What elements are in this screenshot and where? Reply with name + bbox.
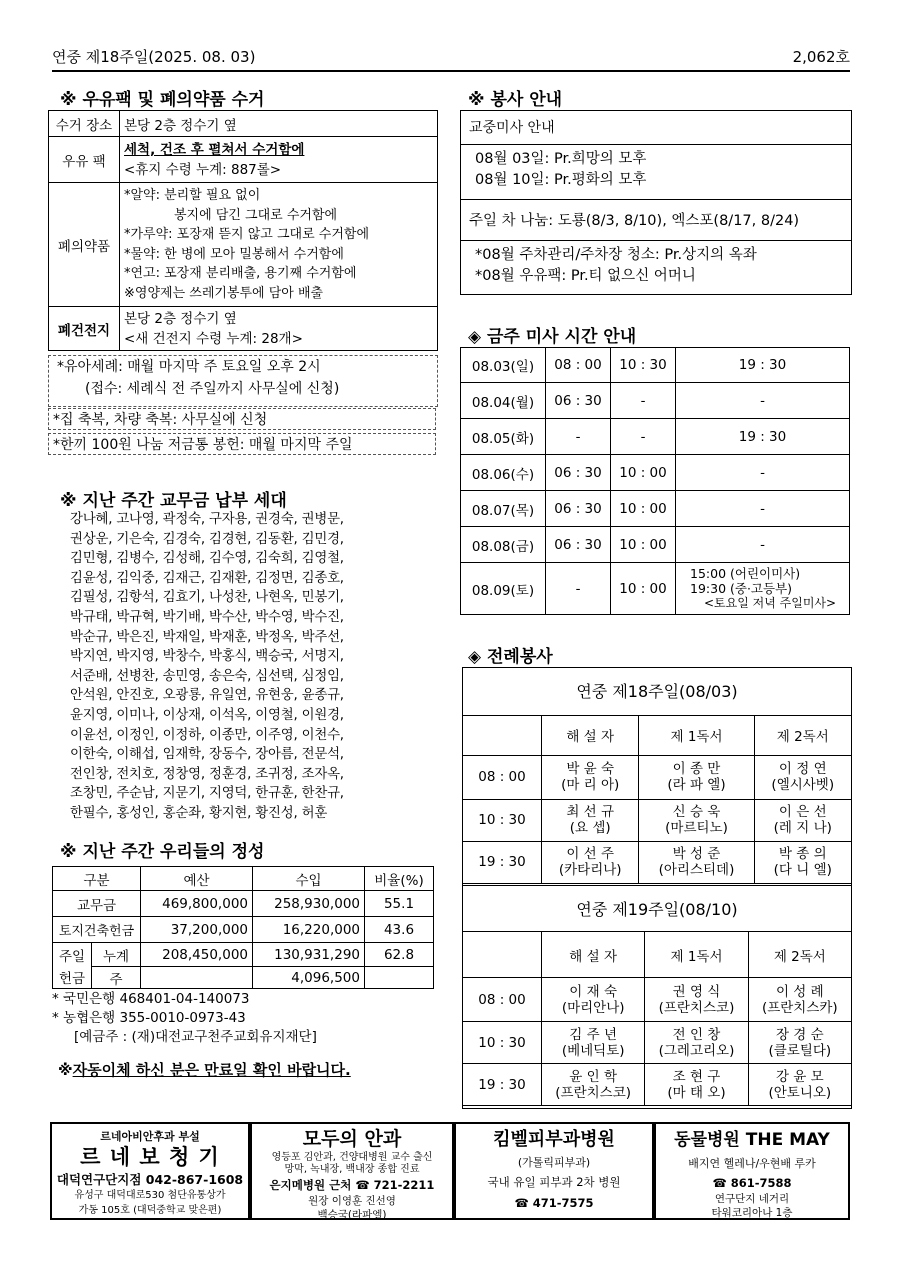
bank-info: [52, 990, 432, 1047]
schedule-time: 10 : 00: [611, 563, 676, 615]
recycle-label: 폐의약품: [49, 183, 120, 307]
offering-label: 토지건축헌금: [53, 917, 141, 943]
issue-number: 2,062호: [792, 48, 850, 66]
medicine-line: *연고: 포장재 분리배출, 용기째 수거함에: [124, 266, 357, 281]
liturgy-header: 제 1독서: [645, 932, 748, 978]
dues-line: 이윤선, 이정인, 이정하, 이종만, 이주영, 이천수,: [70, 727, 344, 743]
schedule-date: 08.07(목): [461, 491, 546, 527]
offering-budget: 469,800,000: [141, 891, 253, 917]
ad-line: ☎ 471-7575: [514, 1196, 594, 1210]
cum-income: 130,931,290: [253, 943, 365, 967]
ad-line: 백승국(라파엘): [317, 1209, 387, 1221]
offering-table: [52, 866, 434, 989]
dues-list: [70, 510, 440, 824]
bank-line: * 농협은행 355-0010-0973-43: [52, 1010, 246, 1026]
week-label: 주: [92, 967, 141, 989]
sunday-label: 주일: [53, 943, 92, 967]
recycle-label: 폐건전지: [49, 307, 120, 351]
dues-line: 윤지영, 이미나, 이상재, 이석옥, 이영철, 이원경,: [70, 707, 344, 723]
schedule-time: 10 : 00: [611, 491, 676, 527]
dues-line: 강나혜, 고나영, 곽정숙, 구자용, 권경숙, 권병문,: [70, 512, 344, 527]
autopay-text: 자동이체 하신 분은 만료일 확인 바랍니다.: [72, 1061, 351, 1079]
liturgy-saint: (라 파 엘): [667, 777, 726, 793]
account-holder: [예금주 : (재)대전교구천주교회유지재단]: [74, 1029, 317, 1045]
offering-income: 16,220,000: [253, 917, 365, 943]
offering-budget: 37,200,000: [141, 917, 253, 943]
schedule-time: 06 : 30: [546, 491, 611, 527]
liturgy-saint: (프란치스코): [555, 1084, 632, 1101]
sunday-label: 헌금: [53, 967, 92, 989]
schedule-date: 08.06(수): [461, 455, 546, 491]
ad-line: 연구단지 네거리: [714, 1193, 790, 1205]
blessing-notice: *집 축복, 차량 축복: 사무실에 신청: [48, 408, 436, 430]
schedule-time: 19 : 30: [676, 419, 850, 455]
liturgy-saint: (마 태 오): [667, 1084, 726, 1101]
ad-line: 배지연 헬레나/우현배 루카: [688, 1157, 816, 1170]
liturgy-name: 조 현 구: [672, 1068, 721, 1085]
liturgy-name: 이 재 숙: [569, 983, 618, 1000]
schedule-time: 10 : 30: [611, 348, 676, 383]
liturgy-name: 박 종 의: [778, 846, 827, 862]
liturgy-saint: (마르티노): [665, 820, 728, 836]
schedule-title: ◈ 금주 미사 시간 안내: [468, 327, 637, 347]
liturgy-name: 이 은 선: [778, 804, 827, 820]
liturgy-name: 박 윤 숙: [566, 761, 615, 777]
duty-list: [475, 245, 757, 287]
liturgy-name: 전 인 창: [672, 1026, 721, 1043]
schedule-date: 08.08(금): [461, 527, 546, 563]
liturgy-header: 제 2독서: [748, 932, 851, 978]
ad-animal-hospital: [654, 1122, 850, 1220]
ad-line: 국내 유일 피부과 2차 병원: [487, 1175, 621, 1189]
liturgy-name: 이 정 연: [778, 761, 827, 777]
autopay-mark: ※: [58, 1061, 73, 1079]
milk-count: <휴지 수령 누계: 887롤>: [124, 161, 282, 178]
liturgy-saint: (프란치스코): [658, 999, 735, 1016]
ad-line: 모두의 안과: [302, 1128, 402, 1150]
battery-count: <새 건전지 수령 누계: 28개>: [124, 330, 303, 347]
liturgy-saint: (아리스티데): [658, 862, 735, 878]
liturgy-saint: (프란치스카): [761, 999, 838, 1016]
liturgy-saint: (엘시사벳): [771, 777, 835, 793]
liturgy-saint: (레 지 나): [773, 820, 832, 836]
service-box: [460, 110, 852, 295]
baptism-line: *유아세례: 매월 마지막 주 토요일 오후 2시: [57, 359, 321, 375]
liturgy-name: 신 승 욱: [672, 804, 721, 820]
dues-line: 김윤성, 김익중, 김재근, 김재환, 김정면, 김종호,: [70, 570, 344, 586]
liturgy-saint: (베네딕토): [561, 1042, 625, 1059]
saturday-line: 19:30 (중·고등부): [690, 581, 793, 596]
recycle-table: [48, 110, 438, 351]
liturgy-header: 제 1독서: [639, 715, 754, 755]
liturgy-saint: (클로틸다): [768, 1042, 832, 1059]
ad-line: 가동 105호 (대덕중학교 맞은편): [78, 1205, 222, 1216]
ad-line: 은지메병원 근처 ☎ 721-2211: [269, 1178, 435, 1192]
dues-line: 서준배, 선병찬, 송민영, 송은숙, 심선택, 심정임,: [70, 668, 344, 684]
offering-income: 258,930,000: [253, 891, 365, 917]
schedule-time: -: [611, 419, 676, 455]
ad-line: 원장 이영훈 진선영: [308, 1195, 396, 1207]
mass-line: 08월 03일: Pr.희망의 모후: [475, 151, 647, 167]
recycle-title: ※ 우유팩 및 폐의약품 수거: [60, 90, 265, 110]
liturgy-header: 해 설 자: [542, 932, 645, 978]
liturgy-table: [462, 931, 852, 1106]
ad-line: ☎ 861-7588: [712, 1176, 792, 1190]
ad-line: (가톨릭피부과): [517, 1156, 591, 1169]
offering-ratio: 43.6: [365, 917, 434, 943]
liturgy-time: 08 : 00: [463, 755, 542, 799]
liturgy-name: 이 선 주: [566, 846, 615, 862]
medicine-line: *알약: 분리할 필요 없이: [124, 188, 261, 203]
liturgy-week-title: 연중 제19주일(08/10): [463, 885, 851, 932]
ad-hearing-aid: [50, 1122, 250, 1220]
ad-eye-clinic: [250, 1122, 454, 1220]
medicine-line: 봉지에 담긴 그대로 수거함에: [174, 207, 338, 223]
liturgy-name: 박 성 준: [672, 846, 721, 862]
schedule-time: -: [676, 455, 850, 491]
liturgy-name: 이 성 례: [775, 983, 824, 1000]
ad-line: 르 네 보 청 기: [80, 1145, 220, 1169]
dues-line: 이한숙, 이해섭, 임재학, 장동수, 장아름, 전문석,: [70, 747, 344, 763]
ad-line: 타워코리아나 1층: [711, 1207, 793, 1219]
liturgy-name: 윤 인 학: [569, 1068, 618, 1085]
medicine-line: *가루약: 포장재 뜯지 않고 그대로 수거함에: [124, 227, 370, 242]
milk-line: 세척, 건조 후 펼쳐서 수거함에: [124, 141, 305, 158]
liturgy-saint: (마리안나): [561, 999, 625, 1016]
liturgy-name: 강 윤 모: [775, 1068, 824, 1085]
dues-line: 박지연, 박지영, 박창수, 박홍식, 백승국, 서명지,: [70, 649, 344, 665]
schedule-date: 08.03(일): [461, 348, 546, 383]
autopay-notice: [58, 1059, 351, 1080]
dues-line: 박순규, 박은진, 박재일, 박재훈, 박정옥, 박주선,: [70, 629, 344, 645]
schedule-time: 06 : 30: [546, 383, 611, 419]
schedule-time: -: [546, 563, 611, 615]
mass-list: [475, 149, 646, 191]
liturgy-time: 08 : 00: [463, 978, 542, 1022]
schedule-time: -: [611, 383, 676, 419]
baptism-notice: [48, 355, 438, 407]
service-title: ※ 봉사 안내: [468, 90, 563, 110]
schedule-time: 08 : 00: [546, 348, 611, 383]
cum-ratio: 62.8: [365, 943, 434, 967]
schedule-table: [460, 347, 850, 615]
ad-line: 영등포 김안과, 건양대병원 교수 출신: [271, 1152, 433, 1163]
liturgy-name: 권 영 식: [672, 983, 721, 1000]
ad-line: 유성구 대덕대로530 첨단유통상가: [74, 1190, 226, 1201]
offering-header: 예산: [141, 867, 253, 891]
sharing-line: 주일 차 나눔: 도룡(8/3, 8/10), 엑스포(8/17, 8/24): [461, 199, 851, 241]
bulletin-header: [52, 44, 850, 72]
schedule-time: 19 : 30: [676, 348, 850, 383]
schedule-time: 10 : 00: [611, 527, 676, 563]
schedule-time: -: [676, 527, 850, 563]
recycle-value: 본당 2층 정수기 옆: [120, 111, 438, 137]
liturgy-time: 10 : 30: [463, 799, 542, 841]
liturgy-title: ◈ 전례봉사: [468, 647, 553, 667]
liturgy-saint: (카타리나): [558, 862, 622, 878]
ad-line: 망막, 녹내장, 백내장 종합 진료: [284, 1164, 420, 1175]
liturgy-name: 최 선 규: [566, 804, 615, 820]
liturgy-saint: (마 리 아): [561, 777, 620, 793]
liturgy-saint: (그레고리오): [658, 1042, 735, 1059]
liturgy-time: 19 : 30: [463, 841, 542, 883]
recycle-label: 우유 팩: [49, 137, 120, 183]
schedule-time: -: [546, 419, 611, 455]
dues-line: 조창민, 주순남, 지문기, 지영덕, 한규훈, 한찬규,: [70, 786, 344, 802]
ad-dermatology: [454, 1122, 654, 1220]
offering-header: 구분: [53, 867, 141, 891]
liturgy-header: 해 설 자: [542, 715, 639, 755]
duty-line: *08월 주차관리/주차장 청소: Pr.상지의 옥좌: [475, 247, 757, 263]
bank-line: * 국민은행 468401-04-140073: [52, 991, 250, 1007]
offering-title: ※ 지난 주간 우리들의 정성: [60, 842, 265, 862]
medicine-line: *물약: 한 병에 모아 밀봉해서 수거함에: [124, 246, 344, 262]
cum-budget: 208,450,000: [141, 943, 253, 967]
schedule-date: 08.04(월): [461, 383, 546, 419]
ad-line: 킴벨피부과병원: [493, 1129, 615, 1150]
dues-line: 김필성, 김항석, 김효기, 나성찬, 나현옥, 민봉기,: [70, 590, 344, 606]
cum-label: 누계: [92, 943, 141, 967]
dues-line: 권상운, 기은숙, 김경숙, 김경현, 김동환, 김민경,: [70, 531, 344, 547]
dues-title: ※ 지난 주간 교무금 납부 세대: [60, 491, 287, 511]
liturgy-box: [462, 667, 852, 1109]
liturgy-name: 장 경 순: [775, 1026, 824, 1043]
offering-ratio: 55.1: [365, 891, 434, 917]
liturgy-time: 10 : 30: [463, 1022, 542, 1064]
issue-date: 연중 제18주일(2025. 08. 03): [52, 48, 256, 66]
mass-header: 교중미사 안내: [461, 111, 851, 145]
battery-line: 본당 2층 정수기 옆: [124, 310, 237, 327]
schedule-time: 06 : 30: [546, 527, 611, 563]
dues-line: 한필수, 홍성인, 홍순좌, 황지현, 황진성, 허훈: [70, 805, 328, 821]
schedule-date: 08.05(화): [461, 419, 546, 455]
ad-line: 동물병원 THE MAY: [674, 1130, 830, 1150]
dues-line: 안석원, 안진호, 오광룡, 유일연, 유현웅, 윤종규,: [70, 688, 344, 704]
piggy-notice: *한끼 100원 나눔 저금통 봉헌: 매월 마지막 주일: [48, 433, 436, 455]
week-income: 4,096,500: [253, 967, 365, 989]
liturgy-saint: (안토니오): [768, 1084, 832, 1101]
liturgy-saint: (다 니 엘): [773, 862, 832, 878]
liturgy-time: 19 : 30: [463, 1064, 542, 1106]
schedule-time: 06 : 30: [546, 455, 611, 491]
liturgy-week-title: 연중 제18주일(08/03): [463, 668, 851, 716]
liturgy-name: 이 종 만: [672, 761, 721, 777]
schedule-date: 08.09(토): [461, 563, 546, 615]
dues-line: 전인창, 전치호, 정창영, 정훈경, 조귀정, 조자옥,: [70, 766, 344, 782]
ad-line: 르네아비안후과 부설: [100, 1130, 200, 1143]
liturgy-header: 제 2독서: [754, 715, 851, 755]
schedule-time: -: [676, 383, 850, 419]
saturday-line: <토요일 저녁 주일미사>: [704, 596, 837, 610]
liturgy-saint: (요 셉): [569, 820, 611, 836]
liturgy-table: [462, 715, 852, 884]
dues-line: 박규태, 박규혁, 박기배, 박수산, 박수영, 박수진,: [70, 609, 344, 625]
schedule-time: -: [676, 491, 850, 527]
baptism-line: (접수: 세례식 전 주일까지 사무실에 신청): [85, 381, 340, 397]
offering-label: 교무금: [53, 891, 141, 917]
schedule-time: 10 : 00: [611, 455, 676, 491]
liturgy-name: 김 주 년: [569, 1026, 618, 1043]
saturday-line: 15:00 (어린이미사): [690, 566, 801, 581]
ad-line: 대덕연구단지점 042-867-1608: [56, 1172, 244, 1187]
offering-header: 비율(%): [365, 867, 434, 891]
recycle-label: 수거 장소: [49, 111, 120, 137]
mass-line: 08월 10일: Pr.평화의 모후: [475, 172, 647, 188]
dues-line: 김민형, 김병수, 김성해, 김수영, 김숙희, 김영철,: [70, 551, 344, 567]
medicine-line: ※영양제는 쓰레기봉투에 담아 배출: [124, 285, 324, 301]
offering-header: 수입: [253, 867, 365, 891]
duty-line: *08월 우유팩: Pr.티 없으신 어머니: [475, 268, 696, 284]
